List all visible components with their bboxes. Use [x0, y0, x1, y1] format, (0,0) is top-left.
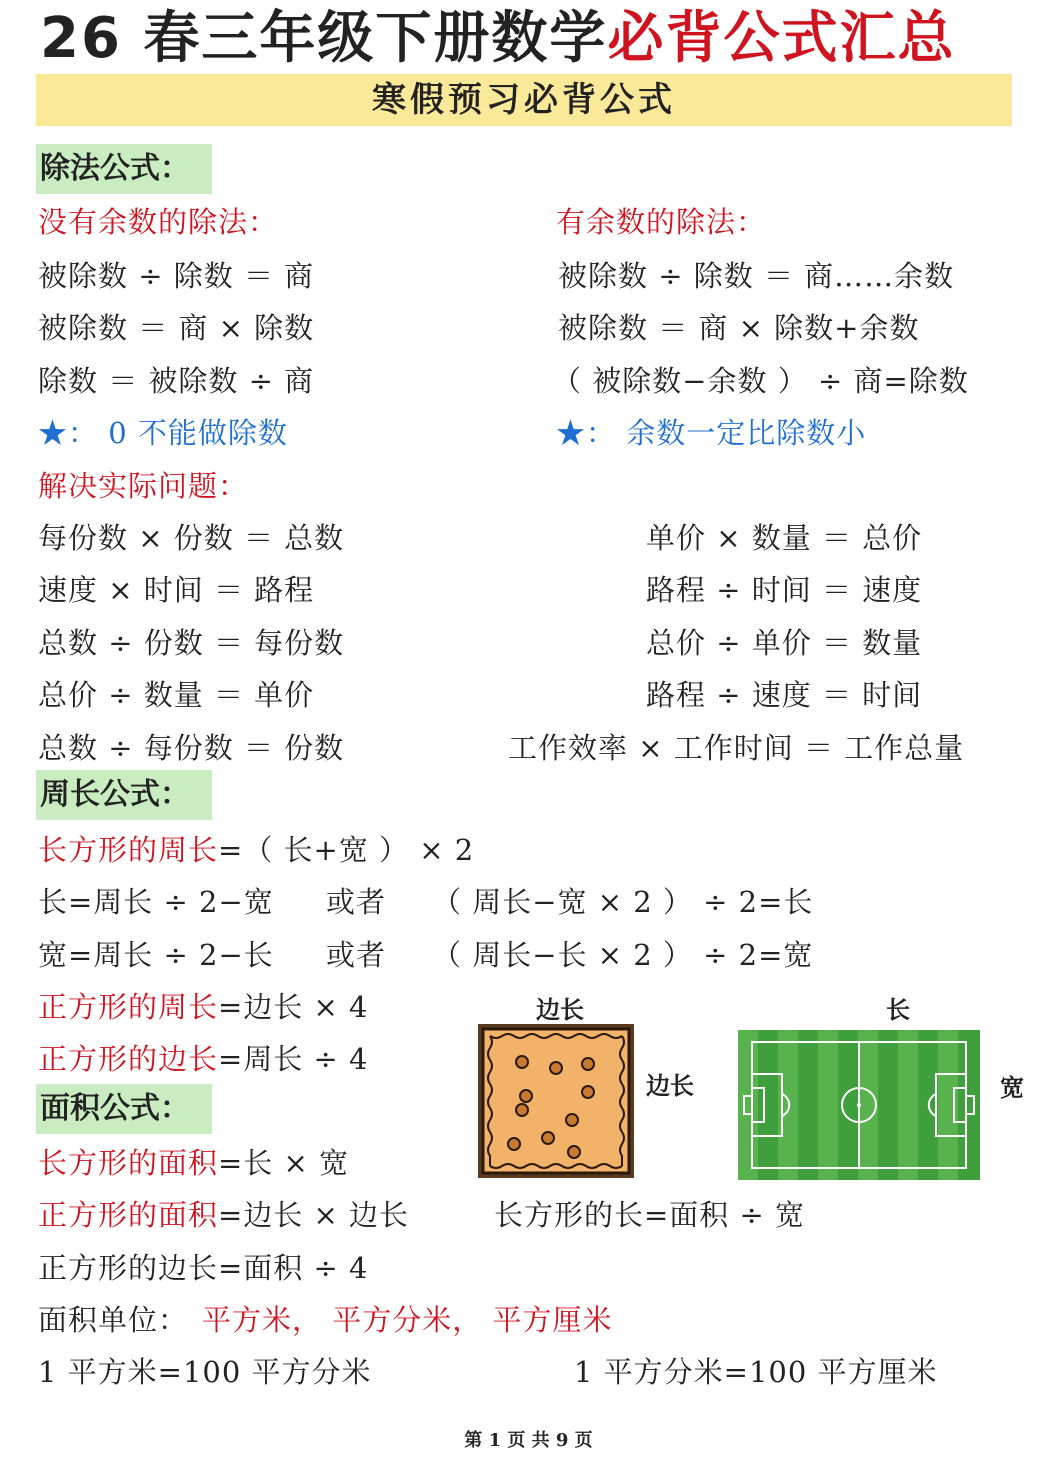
formula-line: 长=周长 ÷ 2−宽 — [38, 885, 274, 919]
term-value: =周长 ÷ 4 — [218, 1042, 369, 1076]
label-field-width: 宽 — [1000, 1073, 1024, 1102]
formula-square-side — [38, 1037, 369, 1078]
term-value: =（ 长+宽 ） × 2 — [218, 833, 475, 867]
units-list: 平方米， 平方分米， 平方厘米 — [202, 1303, 613, 1337]
formula-line: 被除数 ÷ 除数 ＝ 商……余数 — [558, 259, 955, 293]
heading-practical: 解决实际问题： — [38, 469, 249, 503]
label-field-length: 长 — [886, 995, 910, 1024]
formula-line: （ 周长−宽 × 2 ） ÷ 2=长 — [432, 885, 814, 919]
section-area: 面积公式： — [36, 1084, 212, 1134]
formula-line: 宽=周长 ÷ 2−长 — [38, 938, 274, 972]
or-word: 或者 — [326, 885, 387, 919]
label-square-side-right: 边长 — [646, 1071, 694, 1100]
formula-line: 长方形的长=面积 ÷ 宽 — [494, 1198, 806, 1232]
formula-line: （ 被除数−余数 ） ÷ 商=除数 — [552, 364, 969, 398]
formula-line: 被除数 ÷ 除数 ＝ 商 — [38, 259, 315, 293]
formula-line: 单价 × 数量 ＝ 总价 — [646, 521, 923, 555]
term-label: 长方形的面积 — [38, 1146, 219, 1180]
formula-square-area — [38, 1193, 409, 1234]
or-word: 或者 — [326, 938, 387, 972]
formula-line: 路程 ÷ 时间 ＝ 速度 — [646, 573, 923, 607]
term-label: 正方形的面积 — [38, 1198, 219, 1232]
formula-rect-perimeter — [38, 828, 474, 869]
page-title — [40, 0, 955, 74]
title-main: 26 春三年级下册数学 — [40, 6, 608, 71]
formula-line: （ 周长−长 × 2 ） ÷ 2=宽 — [432, 938, 814, 972]
formula-square-perimeter — [38, 985, 369, 1026]
note-remainder: ★： 余数一定比除数小 — [556, 416, 867, 450]
formula-rect-area — [38, 1141, 349, 1182]
formula-line: 每份数 × 份数 ＝ 总数 — [38, 521, 345, 555]
term-value: =长 × 宽 — [218, 1146, 350, 1180]
football-field-icon — [738, 1030, 980, 1180]
cracker-square-icon — [476, 1022, 636, 1180]
formula-line: 路程 ÷ 速度 ＝ 时间 — [646, 678, 923, 712]
term-label: 长方形的周长 — [38, 833, 219, 867]
section-perimeter: 周长公式： — [36, 770, 212, 820]
formula-line: 被除数 ＝ 商 × 除数+余数 — [558, 311, 920, 345]
formula-line: 速度 × 时间 ＝ 路程 — [38, 573, 315, 607]
title-highlight: 必背公式汇总 — [607, 6, 956, 71]
formula-line: 正方形的边长=面积 ÷ 4 — [38, 1251, 369, 1285]
section-division: 除法公式： — [36, 144, 212, 194]
term-label: 正方形的边长 — [38, 1042, 219, 1076]
note-zero-divisor: ★： 0 不能做除数 — [38, 416, 288, 450]
formula-line: 总价 ÷ 单价 ＝ 数量 — [646, 626, 923, 660]
banner: 寒假预习必背公式 — [36, 74, 1012, 126]
term-value: =边长 × 4 — [218, 990, 369, 1024]
formula-line: 工作效率 × 工作时间 ＝ 工作总量 — [508, 731, 965, 765]
formula-line: 总价 ÷ 数量 ＝ 单价 — [38, 678, 315, 712]
page-number: 第 1 页 共 9 页 — [464, 1430, 593, 1451]
heading-no-remainder: 没有余数的除法： — [38, 205, 279, 239]
area-units — [38, 1298, 612, 1339]
label-square-side-top: 边长 — [536, 995, 584, 1024]
conversion-line: 1 平方分米=100 平方厘米 — [574, 1355, 938, 1389]
formula-line: 除数 ＝ 被除数 ÷ 商 — [38, 364, 315, 398]
formula-line: 总数 ÷ 每份数 ＝ 份数 — [38, 731, 345, 765]
units-label: 面积单位： — [38, 1303, 189, 1337]
term-label: 正方形的周长 — [38, 990, 219, 1024]
formula-line: 被除数 ＝ 商 × 除数 — [38, 311, 315, 345]
formula-line: 总数 ÷ 份数 ＝ 每份数 — [38, 626, 345, 660]
conversion-line: 1 平方米=100 平方分米 — [38, 1355, 372, 1389]
term-value: =边长 × 边长 — [218, 1198, 410, 1232]
heading-remainder: 有余数的除法： — [556, 205, 767, 239]
